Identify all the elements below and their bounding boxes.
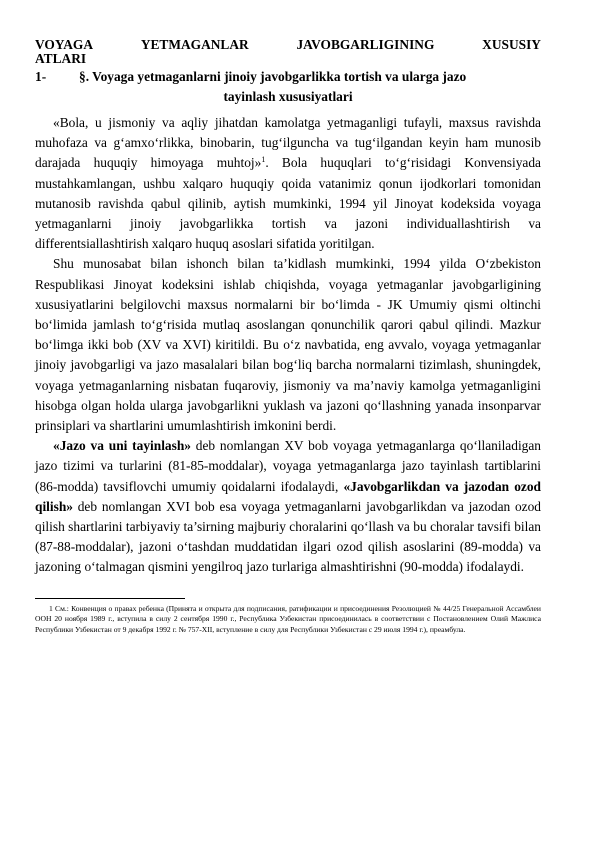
footnote-text: См.: Конвенция о правах ребенка (Принята и открыта для подписания, ратификации и присоединения Резолюцией № 44/25 Генеральной Ассамблеи ООН 20 ноября 1989 г., вступила в силу 2 сентября 1990 г., Республика Узбекистан присоединилась в соответствии с Постановлением Олий Мажлиса Республики Узбекистан от 9 декабря 1992 г. № 757-XII, вступление в силу для Республики Узбекистан с 29 июля 1994 г.), преамбула. [35,603,541,635]
chapter-title-word: YETMAGANLAR [140,37,249,52]
paragraph-1-quote: «Bola, u jismoniy va aqliy jihatdan kamolatga yetmaganligi tufayli, maxsus ravishda muhofaza va g‘amxo‘rlikka, binobarin, tug‘ilguncha va tug‘ilgandan keyin ham munosib darajada huquqiy himoyaga muhtoj» [35,115,541,171]
paragraph-2: Shu munosabat bilan ishonch bilan ta’kidlash mumkinki, 1994 yilda O‘zbekiston Respublikasi Jinoyat kodeksini ishlab chiqishda, voyaga yetmaganlar javobgarligining xususiyatlarini belgilovchi maxsus normalarni bir bo‘limda - JK Umumiy qismi oltinchi bo‘limida jamlash to‘g‘risida mutlaq asoslangan qonunchilik qarori qabul qilindi. Mazkur bo‘limga ikki bob (XV va XVI) kiritildi. Bu o‘z navbatida, eng avvalo, voyaga yetmaganlar jinoiy javobgarligi va jazo masalalari bilan bog‘liq barcha normalarni tizimlash, shuningdek, voyaga yetmaganlarning nisbatan fuqaroviy, jismoniy va ma’naviy kamolga yetmaganligini hisobga olgan holda ularga javobgarlikni yuklash va jazoni qo‘llashning yanada insonparvar prinsiplari va shartlarini umumlashtirish imkonini berdi. [35,256,541,434]
paragraph-3-text-b: deb nomlangan XVI bob esa voyaga yetmaganlarni javobgarlikdan va jazodan ozod qilish shartlarini tarbiyaviy ta’sirning majburiy choralarini qo‘llash va bu choralar tavsifi bilan (87-88-moddalar), jazoni o‘tashdan muddatidan ilgari ozod qilish asoslarini (89-modda) va jazoning o‘talmagan qismini yengilroq jazo turlariga almashtirishni (90-modda) ifodalaydi. [35,498,541,575]
section-heading [35,67,541,107]
chapter-title-word: JAVOBGARLIGINING [296,37,435,52]
section-number: 1- [35,69,47,84]
document-page [35,38,541,636]
chapter-title-word: XUSUSIY [482,37,541,52]
chapter-title-line-1 [35,38,541,52]
paragraph-3-text-a: deb nomlangan XV bob voyaga yetmaganlarga qo‘llaniladigan jazo tizimi va turlarini (81-85-moddalar), voyaga yetmaganlarga jazo tayinlash tartiblarini (86-modda) tavsiflovchi umumiy qoidalarni ifodalaydi, [35,438,541,494]
footnote [35,604,541,636]
footnote-mark: 1 [49,603,53,613]
section-title-line-2: tayinlash xususiyatlari [223,89,353,104]
footnote-reference[interactable]: 1 [261,155,266,165]
paragraph-3 [35,436,541,577]
chapter-title-word: VOYAGA [35,37,94,52]
section-title-line-1: §. Voyaga yetmaganlarni jinoiy javobgarlikka tortish va ularga jazo [79,69,467,84]
paragraph-1 [35,113,541,254]
chapter-title [35,38,541,66]
chapter-title-line-2: ATLARI [35,51,87,66]
bold-term-exemption: «Javobgarlikdan va jazodan ozod qilish» [35,478,541,514]
footnote-divider [35,598,185,599]
bold-term-punishment: «Jazo va uni tayinlash» [53,438,191,454]
paragraph-1-text: . Bola huquqlari to‘g‘risidagi Konvensiyada mustahkamlangan, ushbu xalqaro huquqiy qoida vatanimiz qonun ijodkorlari tomonidan mutanosib ravishda qabul qilinib, aytish mumkinki, 1994 yil Jinoyat kodeksida voyaga yetmaganlarni jinoiy javobgarlikka tortish va jazoni individuallashtirish va differentsiallashtirish xalqaro huquq asoslari sifatida yoritilgan. [35,155,541,252]
